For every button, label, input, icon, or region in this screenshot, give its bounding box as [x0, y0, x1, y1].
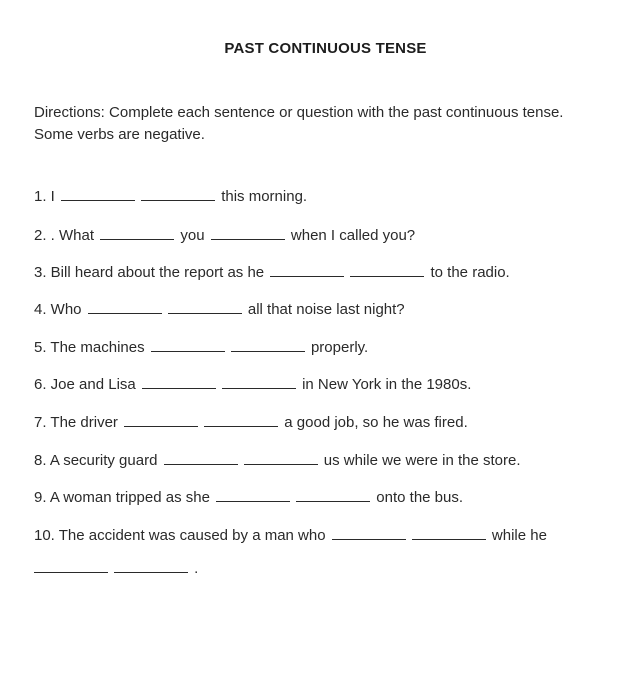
answer-blank[interactable]: [88, 299, 162, 314]
answer-blank[interactable]: [34, 558, 108, 573]
directions-text: Directions: Complete each sentence or question with the past continuous tense. Some verbs are negative.: [34, 104, 564, 143]
answer-blank[interactable]: [100, 225, 174, 240]
answer-blank[interactable]: [61, 186, 135, 201]
answer-blank[interactable]: [124, 412, 198, 427]
answer-blank[interactable]: [412, 525, 486, 540]
exercise-item-3: 3. Bill heard about the report as he to the radio.: [34, 264, 510, 281]
answer-blank[interactable]: [211, 225, 285, 240]
answer-blank[interactable]: [296, 487, 370, 502]
answer-blank[interactable]: [204, 412, 278, 427]
answer-blank[interactable]: [332, 525, 406, 540]
answer-blank[interactable]: [168, 299, 242, 314]
answer-blank[interactable]: [164, 450, 238, 465]
exercise-item-10-continued: .: [34, 558, 198, 579]
exercise-item-2: 2. . What you when I called you?: [34, 227, 416, 244]
answer-blank[interactable]: [141, 186, 215, 201]
worksheet-title: PAST CONTINUOUS TENSE: [224, 40, 427, 57]
answer-blank[interactable]: [216, 487, 290, 502]
answer-blank[interactable]: [114, 558, 188, 573]
answer-blank[interactable]: [270, 262, 344, 277]
exercise-item-1: 1. I this morning.: [34, 188, 308, 205]
exercise-item-4: 4. Who all that noise last night?: [34, 301, 405, 318]
answer-blank[interactable]: [350, 262, 424, 277]
answer-blank[interactable]: [222, 374, 296, 389]
exercise-item-5: 5. The machines properly.: [34, 339, 369, 356]
exercise-item-10: 10. The accident was caused by a man who while he: [34, 527, 547, 544]
exercise-item-9: 9. A woman tripped as she onto the bus.: [34, 489, 464, 506]
answer-blank[interactable]: [231, 337, 305, 352]
answer-blank[interactable]: [244, 450, 318, 465]
exercise-item-8: 8. A security guard us while we were in the store.: [34, 452, 521, 469]
exercise-item-7: 7. The driver a good job, so he was fired.: [34, 414, 468, 431]
answer-blank[interactable]: [142, 374, 216, 389]
answer-blank[interactable]: [151, 337, 225, 352]
exercise-item-6: 6. Joe and Lisa in New York in the 1980s.: [34, 376, 472, 393]
